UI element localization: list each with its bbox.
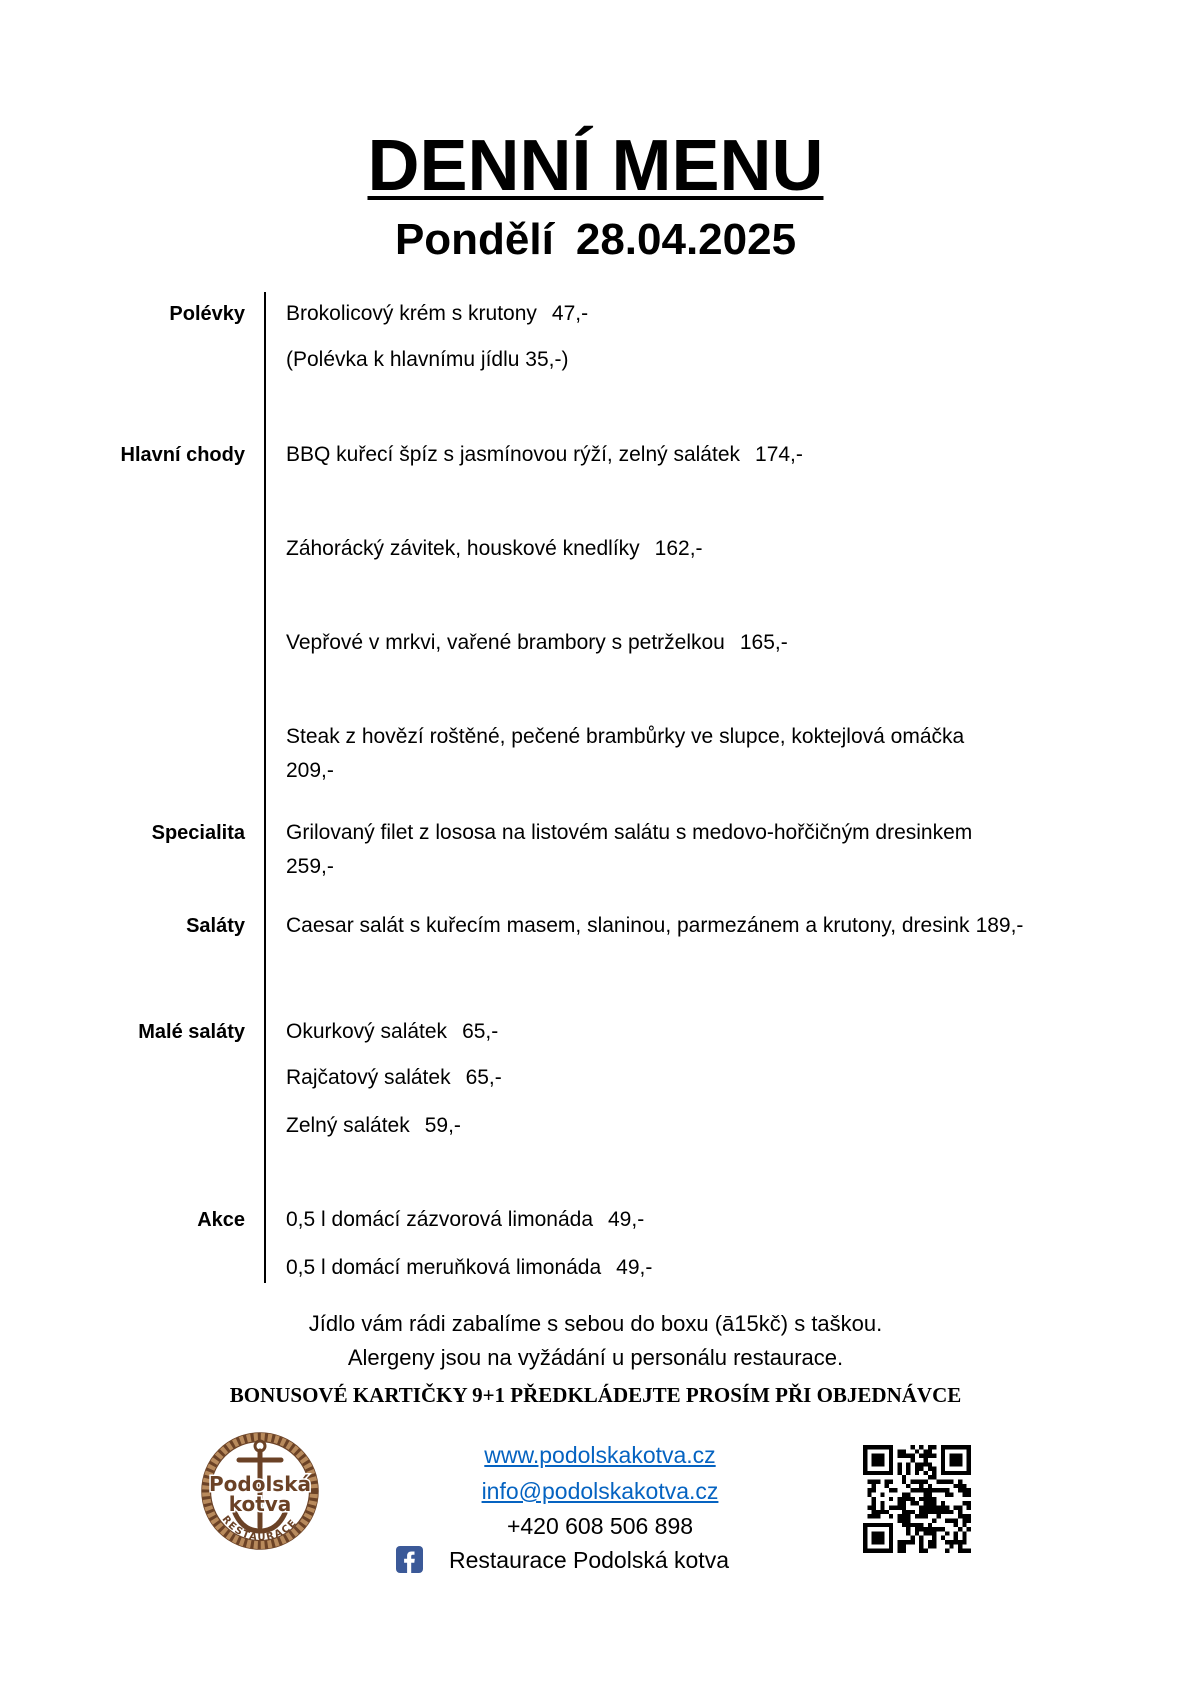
section-label-salads: Saláty: [186, 915, 245, 937]
logo-text-line1: Podolská: [208, 1472, 312, 1496]
logo-text-line2: kotva: [228, 1492, 292, 1516]
item-name: Grilovaný filet z lososa na listovém salátu s medovo-hořčičným dresinkem: [286, 821, 973, 844]
item-name: Rajčatový salátek: [286, 1066, 451, 1089]
section-label-offers: Akce: [197, 1209, 245, 1231]
email-link[interactable]: info@podolskakotva.cz: [481, 1478, 719, 1504]
qr-code: [863, 1445, 971, 1553]
anchor-logo: [195, 1427, 325, 1559]
title-text: DENNÍ MENU: [367, 126, 824, 206]
item-price: 165,-: [739, 631, 788, 654]
item-name: BBQ kuřecí špíz s jasmínovou rýží, zelný salátek: [286, 443, 741, 466]
menu-item: [286, 720, 964, 788]
menu-item: [286, 1253, 652, 1283]
phone-number: +420 608 506 898: [506, 1513, 694, 1539]
item-name: Caesar salát s kuřecím masem, slaninou, parmezánem a krutony, dresink: [286, 914, 970, 937]
menu-item: [286, 1111, 461, 1141]
item-price: 189,-: [975, 914, 1024, 937]
item-price: 65,-: [462, 1020, 499, 1043]
item-name: 0,5 l domácí zázvorová limonáda: [286, 1208, 593, 1231]
menu-item: [286, 440, 803, 470]
item-name: Steak z hovězí roštěné, pečené brambůrky ve slupce, koktejlová omáčka: [286, 725, 965, 748]
item-price: 59,-: [424, 1114, 461, 1137]
section-label-small-salads: Malé saláty: [138, 1021, 245, 1043]
allergen-note: Alergeny jsou na vyžádání u personálu restaurace.: [347, 1345, 844, 1370]
takeaway-note: Jídlo vám rádi zabalíme s sebou do boxu (ā15kč) s taškou.: [308, 1311, 883, 1336]
menu-date: [0, 215, 1191, 265]
item-price: 162,-: [654, 537, 703, 560]
item-price: 209,-: [286, 759, 334, 782]
logo-ring-text: RESTAURACE: [219, 1513, 300, 1544]
item-name: Brokolicový krém s krutony: [286, 302, 537, 325]
item-price: 174,-: [755, 443, 803, 466]
page-title: [0, 126, 1191, 206]
facebook-icon: [396, 1546, 423, 1573]
menu-item: [286, 628, 788, 658]
menu-item: [286, 299, 588, 329]
menu-item: [286, 911, 1023, 941]
item-name: 0,5 l domácí meruňková limonáda: [286, 1256, 602, 1279]
item-price: 49,-: [616, 1256, 653, 1279]
section-label-soups: Polévky: [169, 303, 245, 325]
date-value: 28.04.2025: [575, 215, 797, 264]
section-label-specialty: Specialita: [151, 822, 245, 844]
menu-item: [286, 1205, 644, 1235]
bonus-card-note: BONUSOVÉ KARTIČKY 9+1 PŘEDKLÁDEJTE PROSÍM PŘI OBJEDNÁVCE: [229, 1383, 962, 1407]
facebook-page-name: Restaurace Podolská kotva: [449, 1547, 729, 1573]
column-divider: [264, 292, 266, 1283]
day-name: Pondělí: [394, 215, 554, 264]
section-label-main-courses: Hlavní chody: [120, 444, 245, 466]
menu-item: [286, 1017, 498, 1047]
item-name: Zelný salátek: [286, 1114, 410, 1137]
item-price: 47,-: [551, 302, 589, 325]
menu-item: [286, 816, 972, 884]
menu-item: [286, 1063, 502, 1093]
item-name: Okurkový salátek: [286, 1020, 448, 1043]
item-price: 49,-: [608, 1208, 645, 1231]
item-name: Záhorácký závitek, houskové knedlíky: [286, 537, 640, 560]
website-link[interactable]: www.podolskakotva.cz: [484, 1442, 716, 1468]
menu-item: [286, 534, 703, 564]
soup-note: (Polévka k hlavnímu jídlu 35,-): [286, 348, 569, 371]
item-price: 65,-: [465, 1066, 502, 1089]
item-name: Vepřové v mrkvi, vařené brambory s petrželkou: [286, 631, 725, 654]
item-price: 259,-: [286, 855, 334, 878]
